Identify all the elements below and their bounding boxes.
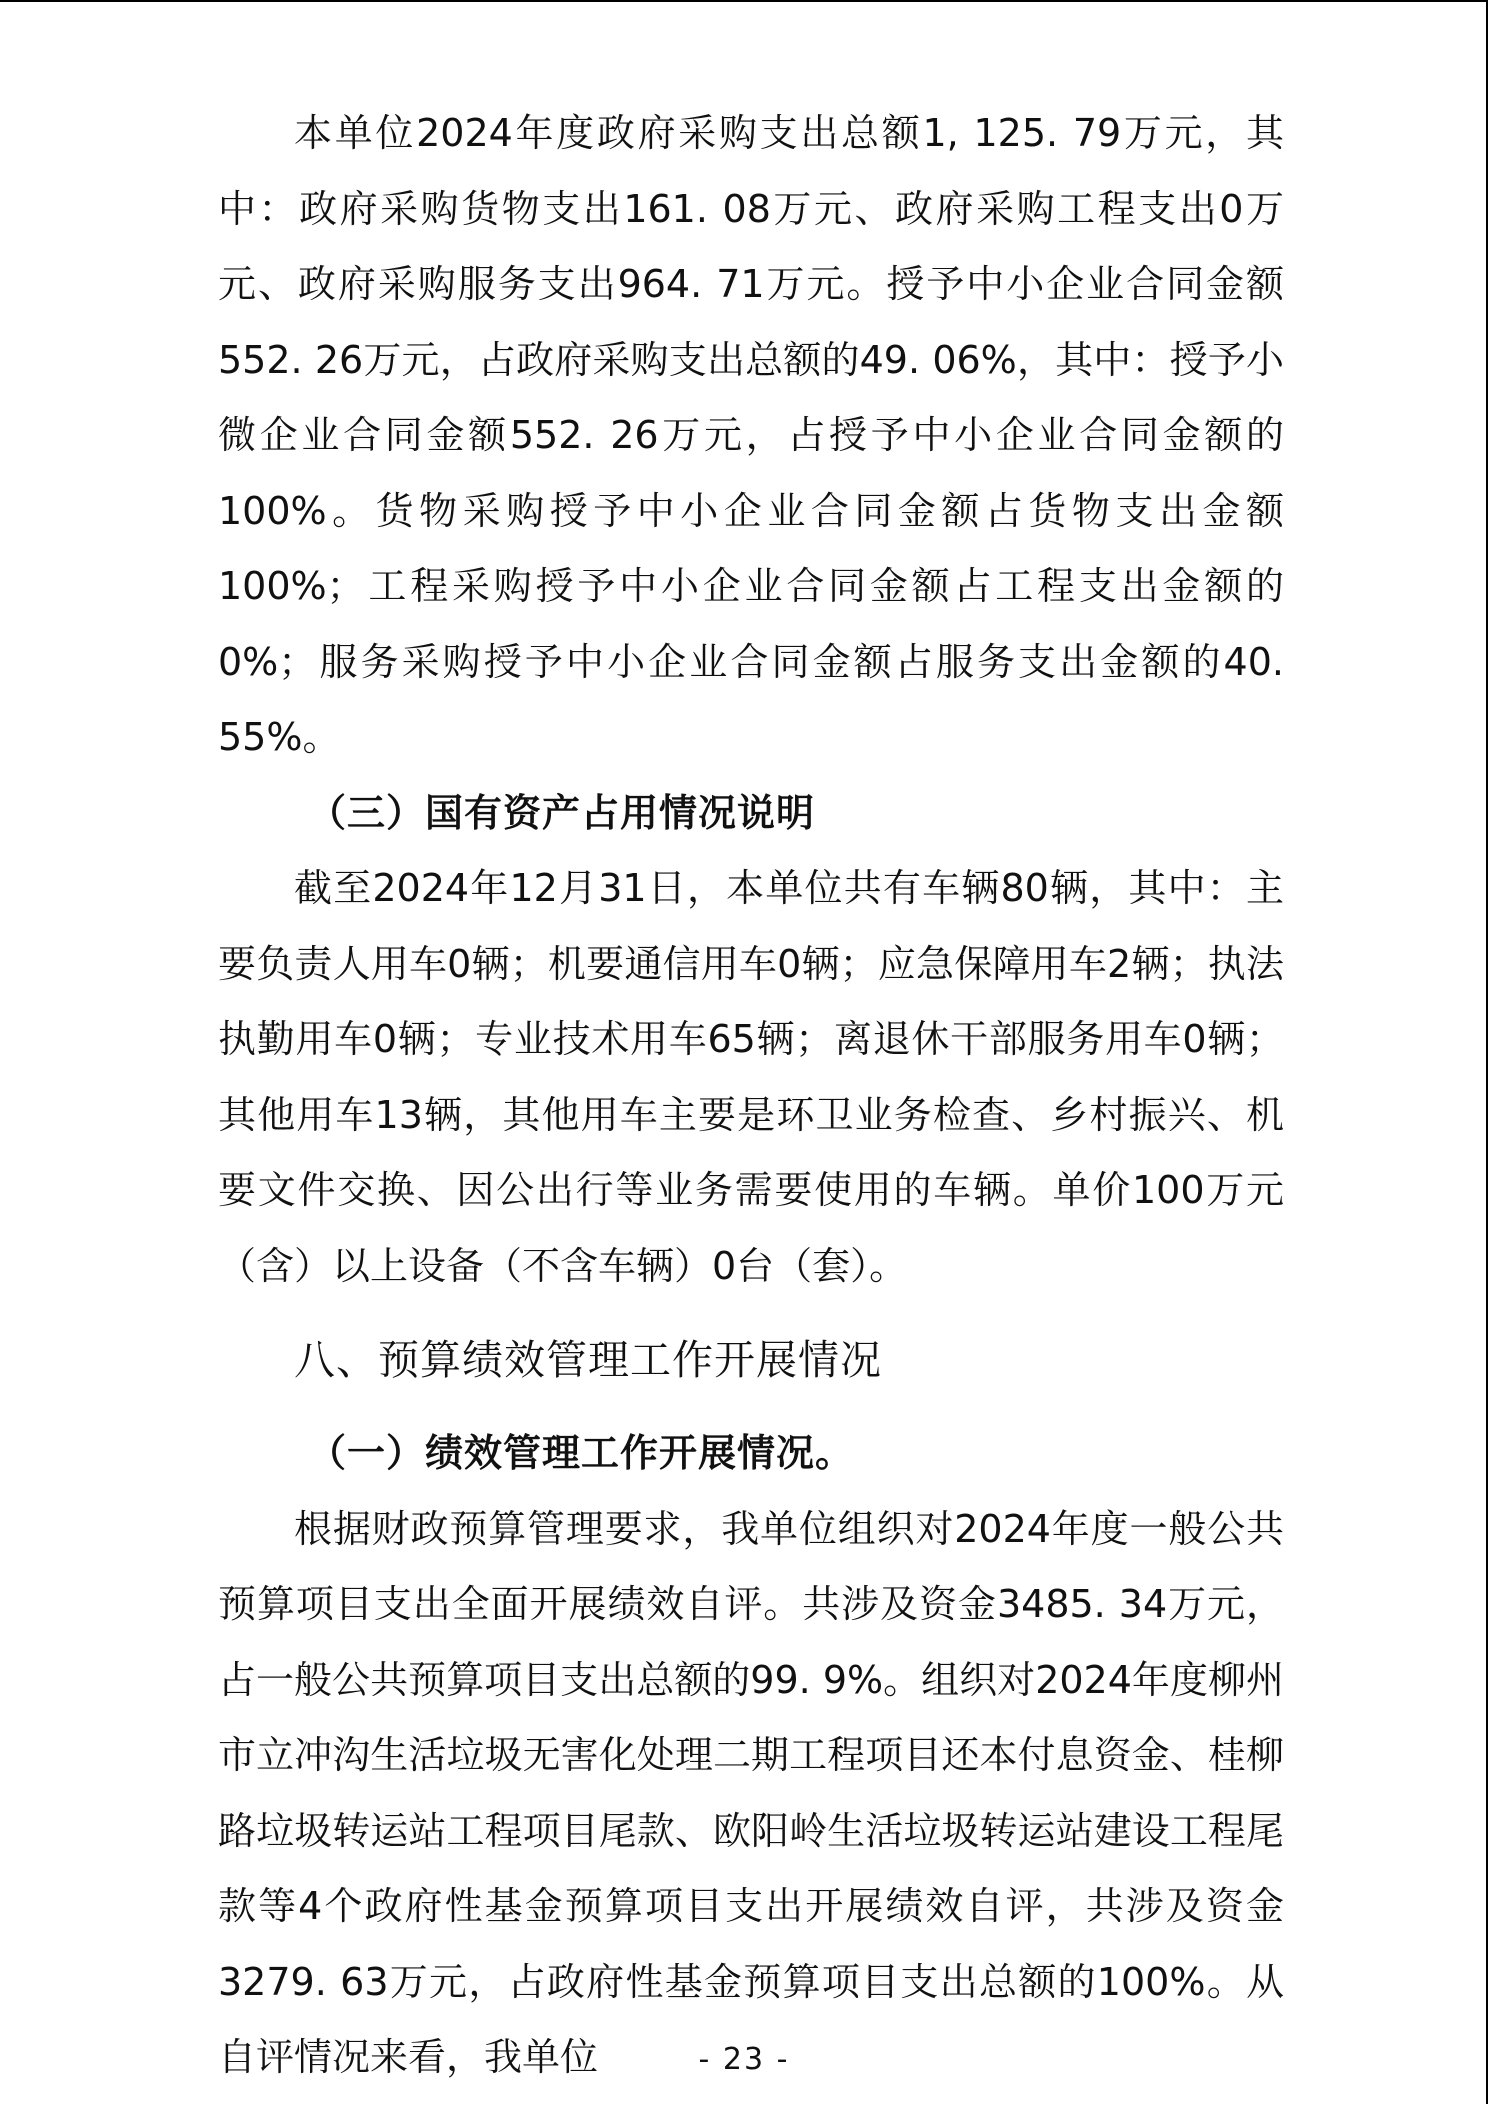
section-heading-performance-work: （一）绩效管理工作开展情况。 [308,1431,855,1475]
page-border-top [0,0,1488,2]
section-heading-state-assets: （三）国有资产占用情况说明 [308,790,816,835]
paragraph-vehicles: 截至2024年12月31日，本单位共有车辆80辆，其中：主要负责人用车0辆；机要通信用车0辆；应急保障用车2辆；执法执勤用车0辆；专业技术用车65辆；离退休干部服务用车0辆；其他用车13辆，其他用车主要是环卫业务检查、乡村振兴、机要文件交换、因公出行等业务需要使用的车辆。单价100万元（含）以上设备（不含车辆）0台（套）。 [218,866,1284,1288]
chapter-heading-performance: 八、预算绩效管理工作开展情况 [294,1336,882,1384]
page-number: - 23 - [698,2042,790,2077]
paragraph-procurement: 本单位2024年度政府采购支出总额1, 125. 79万元，其中：政府采购货物支出161. 08万元、政府采购工程支出0万元、政府采购服务支出964. 71万元。授予中小企业合同金额552. 26万元，占政府采购支出总额的49. 06%，其中：授予小微企业合同金额552. 26万元，占授予中小企业合同金额的100%。货物采购授予中小企业合同金额占货物支出金额100%；工程采购授予中小企业合同金额占工程支出金额的0%；服务采购授予中小企业合同金额占服务支出金额的40. 55%。 [218,111,1284,759]
document-body [218,96,1284,2096]
paragraph-self-evaluation: 根据财政预算管理要求，我单位组织对2024年度一般公共预算项目支出全面开展绩效自评。共涉及资金3485. 34万元，占一般公共预算项目支出总额的99. 9%。组织对2024年度柳州市立冲沟生活垃圾无害化处理二期工程项目还本付息资金、桂柳路垃圾转运站工程项目尾款、欧阳岭生活垃圾转运站建设工程尾款等4个政府性基金预算项目支出开展绩效自评，共涉及资金3279. 63万元，占政府性基金预算项目支出总额的100%。从自评情况来看，我单位 [218,1506,1284,2079]
